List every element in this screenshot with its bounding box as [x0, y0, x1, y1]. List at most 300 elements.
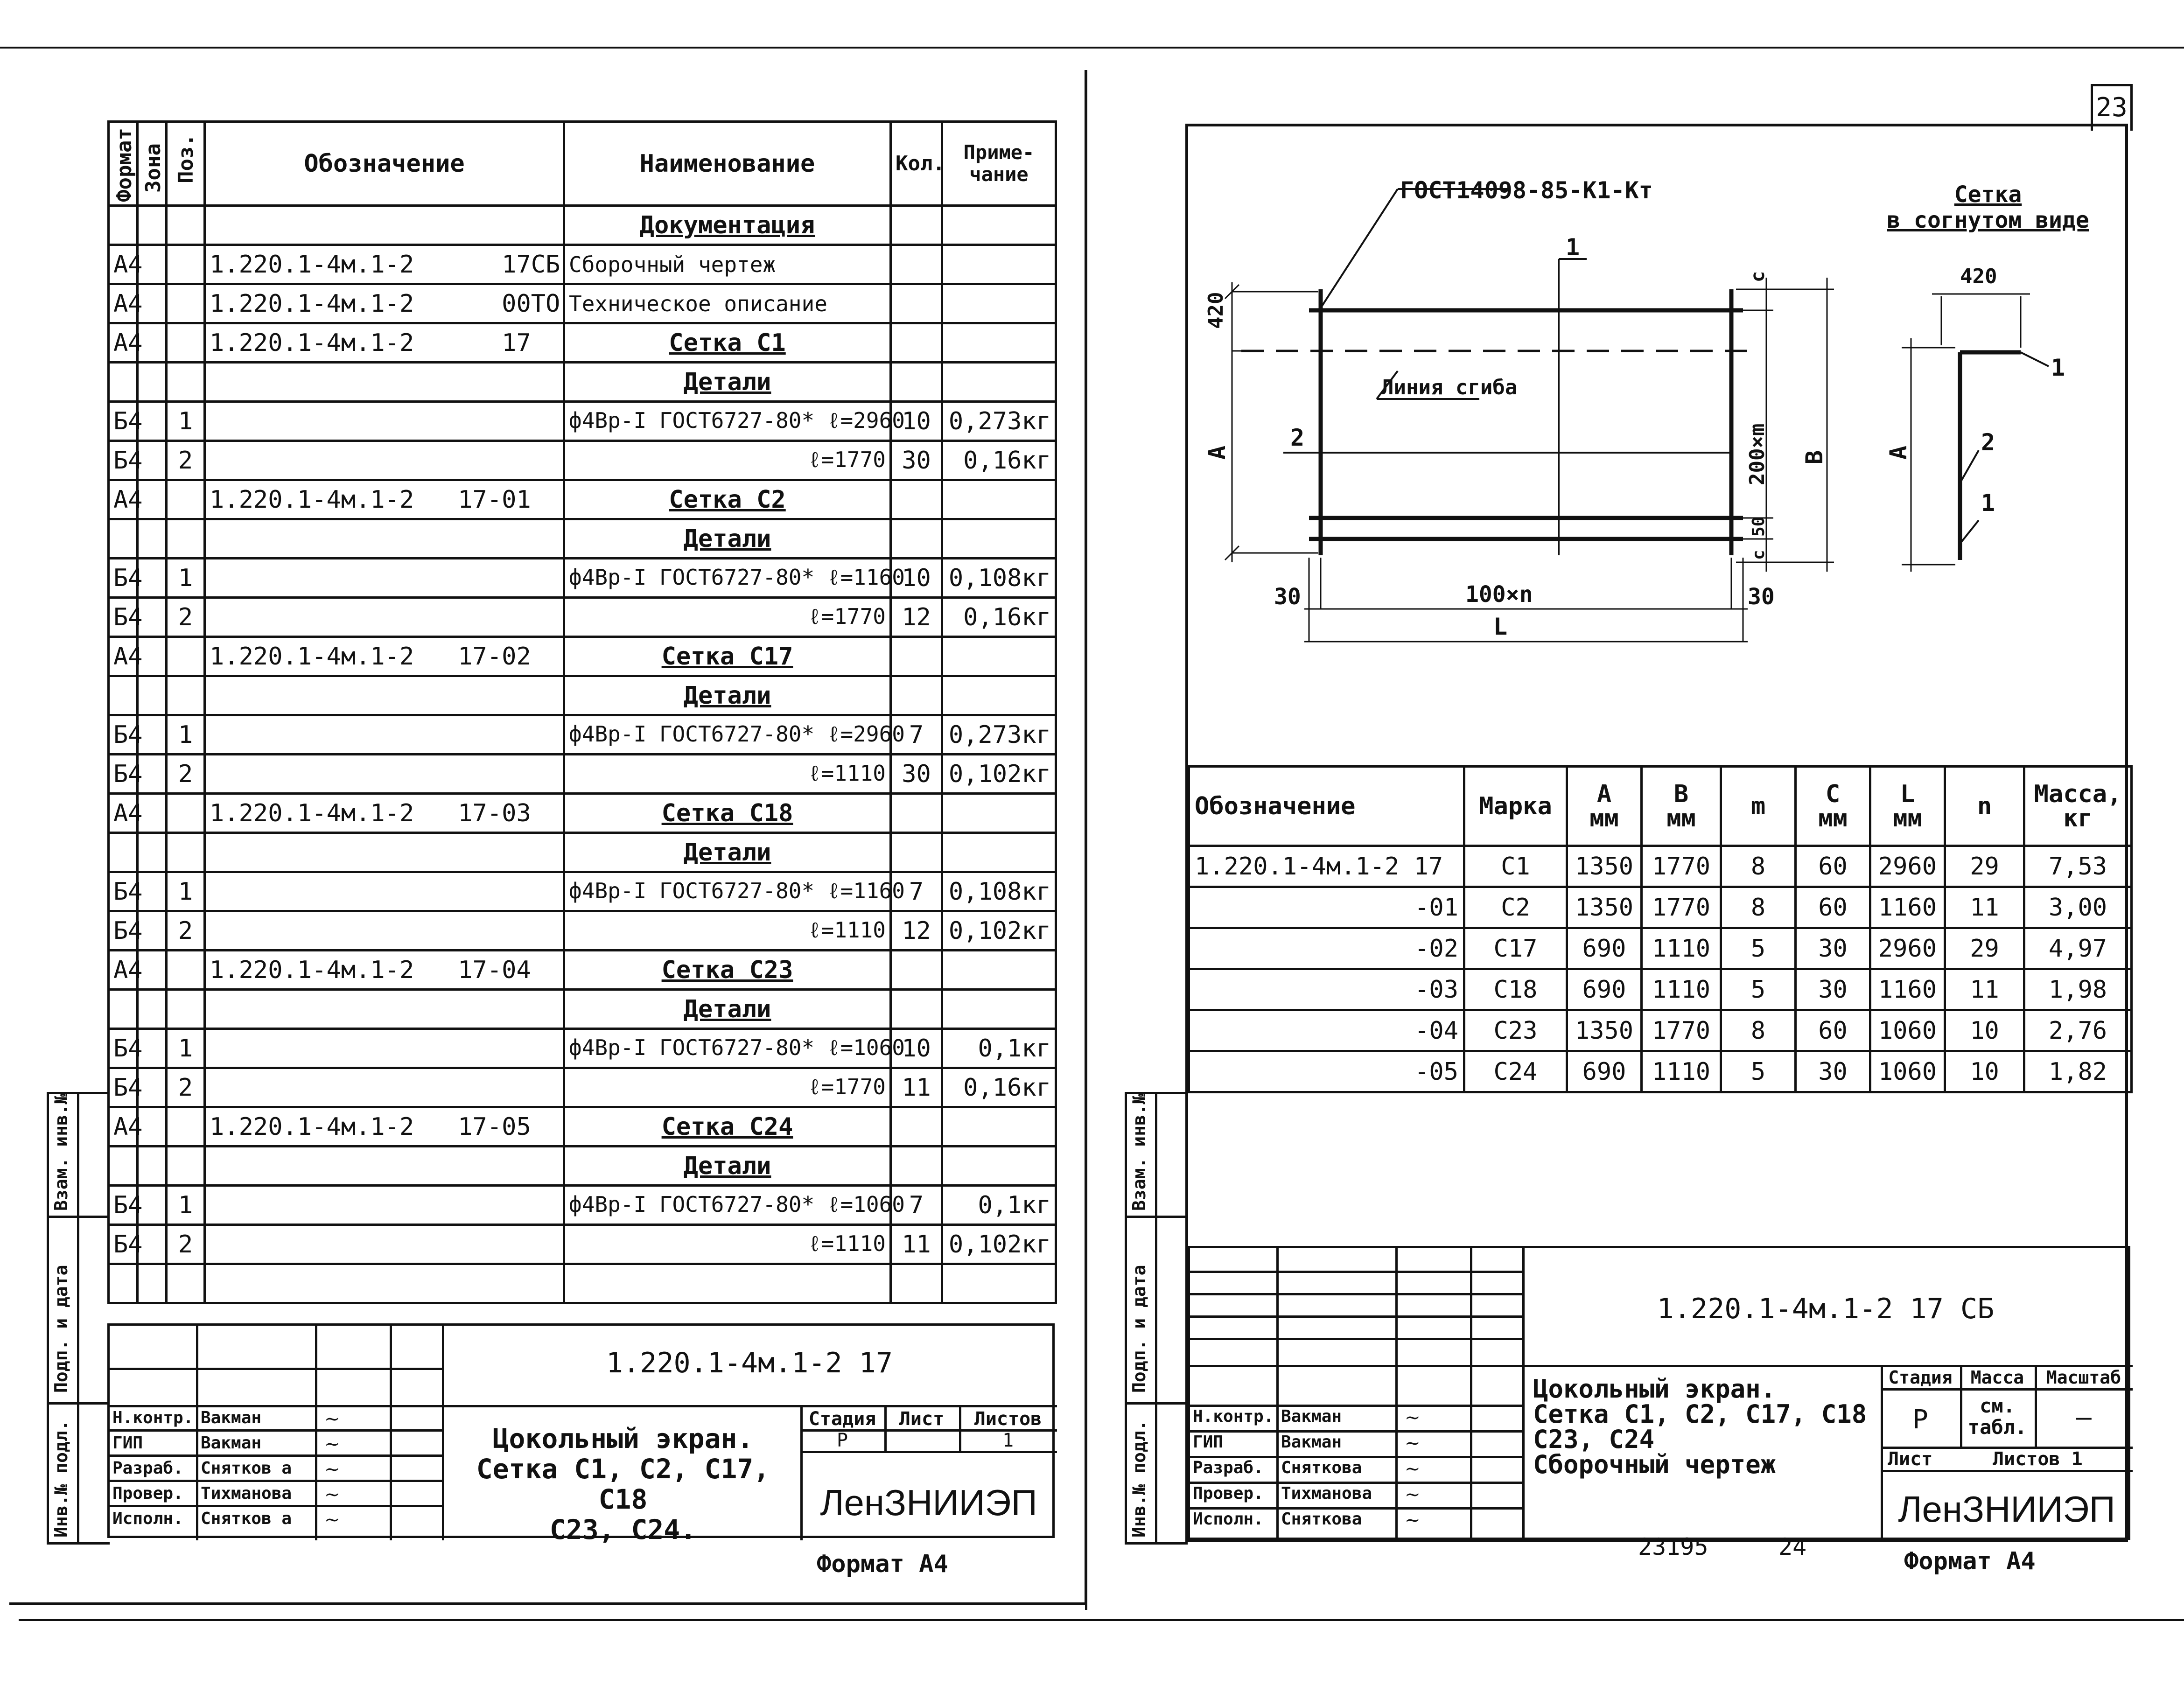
mass-cell: 30	[1796, 1051, 1870, 1092]
spec-oboznachenie-cell	[205, 1147, 564, 1186]
stamp-name: Сняткова	[1281, 1510, 1362, 1529]
spec-format-cell	[109, 990, 138, 1029]
side-stamp-podp-data: Подп. и дата	[51, 1265, 71, 1393]
mass-cell: 1060	[1870, 1010, 1945, 1051]
left-title-block	[107, 1323, 1055, 1545]
mass-cell: 5	[1721, 928, 1796, 969]
spec-primechanie-cell: 0,16кг	[942, 441, 1056, 480]
mass-cell: 1160	[1870, 887, 1945, 928]
mass-cell: С1	[1464, 846, 1567, 887]
mass-cell: 60	[1796, 1010, 1870, 1051]
spec-header-row	[109, 122, 1056, 206]
left-org-name: ЛенЗНИИЭП	[820, 1482, 1037, 1523]
spec-format-cell: Б4	[109, 1029, 138, 1068]
mass-cell: 30	[1796, 969, 1870, 1010]
stamp-signature: ~	[1405, 1484, 1421, 1505]
spec-oboznachenie-cell: 1.220.1-4м.1-2 17СБ	[205, 245, 564, 284]
spec-oboznachenie-cell	[205, 1068, 564, 1107]
spec-oboznachenie-cell: 1.220.1-4м.1-2 17	[205, 323, 564, 363]
left-listov-value: 1	[1002, 1430, 1014, 1451]
mass-header-cell: С мм	[1796, 767, 1870, 846]
right-org-name: ЛенЗНИИЭП	[1898, 1489, 2115, 1530]
spec-naimenovanie-cell: Сетка С17	[564, 637, 891, 676]
spec-poz-cell	[167, 637, 205, 676]
mass-cell: 1060	[1870, 1051, 1945, 1092]
spec-primechanie-cell: 0,273кг	[942, 715, 1056, 755]
spec-row	[109, 402, 1056, 441]
spec-body	[109, 206, 1056, 1264]
spec-naimenovanie-cell: Детали	[564, 833, 891, 872]
spec-poz-cell	[167, 951, 205, 990]
spec-row	[109, 206, 1056, 245]
mass-row	[1189, 846, 2132, 887]
mass-cell: 1770	[1642, 846, 1721, 887]
spec-poz-cell: 1	[167, 559, 205, 598]
spec-primechanie-cell	[942, 951, 1056, 990]
spec-row	[109, 990, 1056, 1029]
mass-cell: 1110	[1642, 928, 1721, 969]
mass-cell: -02	[1189, 928, 1464, 969]
right-side-vzam-inv: Взам. инв.№	[1129, 1093, 1149, 1211]
spec-primechanie-cell	[942, 676, 1056, 715]
spec-naimenovanie-cell: Сборочный чертеж	[564, 245, 891, 284]
spec-format-cell: Б4	[109, 715, 138, 755]
mass-cell: С23	[1464, 1010, 1567, 1051]
mass-cell: 5	[1721, 969, 1796, 1010]
stamp-name: Тихманова	[201, 1484, 292, 1503]
stamp-role: ГИП	[112, 1433, 143, 1453]
mass-header-cell: m	[1721, 767, 1796, 846]
spec-naimenovanie-cell: Сетка С18	[564, 794, 891, 833]
right-side-inv-podl: Инв.№ подл.	[1129, 1420, 1149, 1538]
mass-cell: 1.220.1-4м.1-2 17	[1189, 846, 1464, 887]
right-stamp-title: Цокольный экран. Сетка С1, С2, С17, С18 С23, С24 Сборочный чертеж	[1533, 1374, 1867, 1479]
spec-primechanie-cell	[942, 363, 1056, 402]
mass-header-row	[1189, 767, 2132, 846]
spec-poz-cell	[167, 245, 205, 284]
left-stadiya-label: Стадия	[808, 1408, 876, 1430]
spec-naimenovanie-cell: Детали	[564, 990, 891, 1029]
spec-poz-cell	[167, 519, 205, 559]
spec-oboznachenie-cell	[205, 1186, 564, 1225]
stamp-signature: ~	[324, 1433, 340, 1455]
spec-format-cell: Б4	[109, 1186, 138, 1225]
mass-cell: 690	[1567, 1051, 1642, 1092]
spec-primechanie-cell: 0,102кг	[942, 911, 1056, 951]
stamp-signature: ~	[324, 1408, 340, 1430]
spec-poz-cell: 1	[167, 1186, 205, 1225]
spec-kol-cell	[891, 1147, 942, 1186]
spec-kol-cell: 7	[891, 1186, 942, 1225]
spec-zona-cell	[138, 833, 167, 872]
left-side-stamp	[47, 1092, 110, 1545]
spec-kol-cell: 30	[891, 755, 942, 794]
spec-row	[109, 363, 1056, 402]
spec-row	[109, 519, 1056, 559]
spec-kol-cell: 11	[891, 1225, 942, 1264]
stamp-signature: ~	[1405, 1510, 1421, 1531]
spec-primechanie-cell	[942, 284, 1056, 323]
bottom-border-line	[19, 1619, 2184, 1621]
mass-header-cell: Марка	[1464, 767, 1567, 846]
mass-body	[1189, 846, 2132, 1092]
right-masshtab-label: Масштаб	[2046, 1367, 2121, 1388]
right-massa-value: см. табл.	[1967, 1394, 2027, 1439]
left-listov-label: Листов	[974, 1408, 1042, 1430]
header-poz: Поз.	[167, 122, 205, 206]
spec-poz-cell	[167, 363, 205, 402]
spec-kol-cell	[891, 833, 942, 872]
spec-kol-cell: 7	[891, 872, 942, 911]
mass-table	[1188, 765, 2133, 1093]
mass-cell: 1350	[1567, 1010, 1642, 1051]
sheet-divider	[1085, 70, 1087, 1610]
right-stamp-code: 1.220.1-4м.1-2 17 СБ	[1657, 1293, 1995, 1325]
spec-row	[109, 1029, 1056, 1068]
bottom-numbers: 23195 24	[1638, 1533, 1807, 1560]
spec-kol-cell: 10	[891, 402, 942, 441]
spec-oboznachenie-cell	[205, 519, 564, 559]
spec-naimenovanie-cell: ф4Вр-I ГОСТ6727-80* ℓ=1060	[564, 1186, 891, 1225]
mass-cell: 29	[1945, 846, 2024, 887]
stamp-name: Вакман	[201, 1433, 262, 1453]
right-title-block	[1188, 1246, 2130, 1540]
spec-primechanie-cell: 0,16кг	[942, 598, 1056, 637]
spec-naimenovanie-cell: Детали	[564, 519, 891, 559]
dim-420-bent: 420	[1960, 265, 1997, 288]
spec-row	[109, 1107, 1056, 1147]
spec-format-cell	[109, 1147, 138, 1186]
spec-oboznachenie-cell	[205, 402, 564, 441]
mass-cell: 30	[1796, 928, 1870, 969]
spec-row	[109, 1225, 1056, 1264]
spec-format-cell: А4	[109, 637, 138, 676]
spec-poz-cell: 1	[167, 402, 205, 441]
spec-format-cell: Б4	[109, 402, 138, 441]
dim-b-label: В	[1801, 450, 1828, 464]
stamp-role: Провер.	[1193, 1484, 1264, 1503]
header-format: Формат	[109, 122, 138, 206]
spec-row	[109, 755, 1056, 794]
spec-format-cell	[109, 833, 138, 872]
mass-cell: 11	[1945, 969, 2024, 1010]
spec-primechanie-cell	[942, 990, 1056, 1029]
mass-cell: 1770	[1642, 1010, 1721, 1051]
mass-row	[1189, 928, 2132, 969]
spec-kol-cell: 10	[891, 559, 942, 598]
spec-row	[109, 598, 1056, 637]
stamp-signature: ~	[1405, 1458, 1421, 1480]
stamp-signature: ~	[1405, 1407, 1421, 1428]
spec-zona-cell	[138, 676, 167, 715]
spec-naimenovanie-cell: ф4Вр-I ГОСТ6727-80* ℓ=2960	[564, 402, 891, 441]
pos-1-top-label: 1	[1566, 234, 1580, 261]
spec-kol-cell	[891, 676, 942, 715]
mass-cell: С17	[1464, 928, 1567, 969]
spec-format-cell: А4	[109, 1107, 138, 1147]
stamp-signature: ~	[1405, 1433, 1421, 1454]
spec-zona-cell	[138, 1147, 167, 1186]
spec-naimenovanie-cell: ф4Вр-I ГОСТ6727-80* ℓ=1160	[564, 559, 891, 598]
mass-cell: 2960	[1870, 846, 1945, 887]
stamp-role: Исполн.	[112, 1509, 183, 1528]
stamp-role: ГИП	[1193, 1433, 1224, 1452]
header-naimenovanie: Наименование	[564, 122, 891, 206]
left-format-label: Формат А4	[817, 1550, 948, 1578]
spec-row	[109, 794, 1056, 833]
stamp-role: Н.контр.	[1193, 1407, 1274, 1426]
spec-primechanie-cell	[942, 519, 1056, 559]
spec-primechanie-cell: 0,102кг	[942, 755, 1056, 794]
spec-poz-cell: 2	[167, 441, 205, 480]
right-stadiya-value: Р	[1912, 1405, 1928, 1435]
mass-cell: 1,82	[2024, 1051, 2132, 1092]
specification-table	[107, 120, 1057, 1304]
spec-naimenovanie-cell: ф4Вр-I ГОСТ6727-80* ℓ=1060	[564, 1029, 891, 1068]
spec-format-cell: Б4	[109, 872, 138, 911]
spec-poz-cell	[167, 323, 205, 363]
spec-format-cell	[109, 519, 138, 559]
spec-primechanie-cell	[942, 794, 1056, 833]
spec-zona-cell	[138, 206, 167, 245]
mass-cell: -04	[1189, 1010, 1464, 1051]
mass-header-cell: Обозначение	[1189, 767, 1464, 846]
spec-naimenovanie-cell: ℓ=1110	[564, 911, 891, 951]
spec-kol-cell: 12	[891, 598, 942, 637]
spec-format-cell: Б4	[109, 598, 138, 637]
right-masshtab-value: —	[2076, 1402, 2092, 1433]
spec-kol-cell	[891, 1107, 942, 1147]
spec-row	[109, 1147, 1056, 1186]
dim-a-label: А	[1204, 445, 1231, 460]
spec-poz-cell: 1	[167, 872, 205, 911]
spec-poz-cell: 2	[167, 1225, 205, 1264]
dim-100xn: 100×n	[1465, 581, 1533, 608]
right-stadiya-label: Стадия	[1888, 1367, 1953, 1388]
spec-row	[109, 833, 1056, 872]
mass-cell: 2,76	[2024, 1010, 2132, 1051]
stamp-name: Вакман	[201, 1408, 262, 1427]
spec-kol-cell	[891, 480, 942, 519]
right-list-label: Лист	[1888, 1448, 1933, 1470]
mass-cell: 1770	[1642, 887, 1721, 928]
spec-poz-cell	[167, 284, 205, 323]
dim-420-left: 420	[1204, 292, 1228, 329]
mass-header-cell: L мм	[1870, 767, 1945, 846]
stamp-role: Исполн.	[1193, 1510, 1264, 1529]
mass-cell: 690	[1567, 969, 1642, 1010]
mass-row	[1189, 969, 2132, 1010]
pos-2-label: 2	[1290, 424, 1305, 451]
mass-row	[1189, 887, 2132, 928]
mass-header-cell: Масса, кг	[2024, 767, 2132, 846]
mass-header-cell: n	[1945, 767, 2024, 846]
dim-c-top: с	[1747, 271, 1769, 282]
header-zona: Зона	[138, 122, 167, 206]
spec-format-cell: А4	[109, 480, 138, 519]
mass-row	[1189, 1010, 2132, 1051]
spec-oboznachenie-cell	[205, 363, 564, 402]
spec-primechanie-cell	[942, 637, 1056, 676]
mass-cell: 8	[1721, 887, 1796, 928]
right-side-stamp	[1125, 1092, 1188, 1545]
spec-naimenovanie-cell: ℓ=1770	[564, 598, 891, 637]
spec-row	[109, 284, 1056, 323]
spec-kol-cell	[891, 794, 942, 833]
stamp-signature: ~	[324, 1484, 340, 1505]
spec-poz-cell	[167, 794, 205, 833]
left-list-label: Лист	[899, 1408, 945, 1430]
side-stamp-vzam-inv: Взам. инв.№	[51, 1093, 71, 1211]
spec-naimenovanie-cell: Детали	[564, 676, 891, 715]
spec-oboznachenie-cell: 1.220.1-4м.1-2 00ТО	[205, 284, 564, 323]
spec-naimenovanie-cell: Сетка С1	[564, 323, 891, 363]
mass-cell: 1110	[1642, 1051, 1721, 1092]
mass-cell: 10	[1945, 1010, 2024, 1051]
mass-cell: 8	[1721, 1010, 1796, 1051]
right-massa-label: Масса	[1970, 1367, 2024, 1388]
stamp-name: Вакман	[1281, 1433, 1342, 1452]
left-stadiya-value: Р	[836, 1430, 848, 1451]
mass-cell: С24	[1464, 1051, 1567, 1092]
spec-naimenovanie-cell: Сетка С2	[564, 480, 891, 519]
mass-cell: -01	[1189, 887, 1464, 928]
spec-row	[109, 911, 1056, 951]
header-kol: Кол.	[891, 122, 942, 206]
spec-kol-cell: 30	[891, 441, 942, 480]
spec-primechanie-cell: 0,1кг	[942, 1029, 1056, 1068]
spec-format-cell: Б4	[109, 559, 138, 598]
stamp-role: Разраб.	[1193, 1458, 1264, 1477]
spec-kol-cell	[891, 323, 942, 363]
spec-oboznachenie-cell	[205, 833, 564, 872]
spec-row	[109, 715, 1056, 755]
spec-oboznachenie-cell: 1.220.1-4м.1-2 17-03	[205, 794, 564, 833]
spec-format-cell: А4	[109, 794, 138, 833]
stamp-role: Провер.	[112, 1484, 183, 1503]
spec-oboznachenie-cell	[205, 676, 564, 715]
spec-row	[109, 441, 1056, 480]
mass-cell: 1,98	[2024, 969, 2132, 1010]
mass-cell: 5	[1721, 1051, 1796, 1092]
header-primechanie: Приме- чание	[942, 122, 1056, 206]
spec-format-cell: Б4	[109, 755, 138, 794]
spec-naimenovanie-cell: Сетка С23	[564, 951, 891, 990]
spec-primechanie-cell: 0,16кг	[942, 1068, 1056, 1107]
bend-line-label: Линия сгиба	[1381, 376, 1518, 399]
spec-primechanie-cell	[942, 833, 1056, 872]
spec-kol-cell	[891, 519, 942, 559]
spec-poz-cell: 2	[167, 755, 205, 794]
spec-primechanie-cell	[942, 480, 1056, 519]
spec-format-cell: А4	[109, 323, 138, 363]
spec-zona-cell	[138, 990, 167, 1029]
spec-naimenovanie-cell: Документация	[564, 206, 891, 245]
bent-pos-1b-label: 1	[1981, 489, 1995, 517]
mass-cell: 8	[1721, 846, 1796, 887]
right-format-label: Формат А4	[1904, 1547, 2036, 1575]
stamp-signature: ~	[324, 1509, 340, 1531]
stamp-name: Сняткова	[1281, 1458, 1362, 1477]
spec-row	[109, 559, 1056, 598]
stamp-name: Снятков а	[201, 1459, 292, 1478]
spec-oboznachenie-cell	[205, 755, 564, 794]
spec-naimenovanie-cell: ℓ=1770	[564, 1068, 891, 1107]
spec-poz-cell: 2	[167, 911, 205, 951]
spec-row	[109, 872, 1056, 911]
mass-cell: 7,53	[2024, 846, 2132, 887]
spec-format-cell: Б4	[109, 911, 138, 951]
mass-cell: -05	[1189, 1051, 1464, 1092]
spec-poz-cell: 2	[167, 598, 205, 637]
spec-kol-cell	[891, 284, 942, 323]
spec-format-cell: Б4	[109, 441, 138, 480]
dim-30-right: 30	[1748, 584, 1775, 610]
right-listov-label: Листов 1	[1993, 1448, 2083, 1470]
spec-kol-cell	[891, 990, 942, 1029]
spec-poz-cell	[167, 833, 205, 872]
spec-format-cell: А4	[109, 951, 138, 990]
mass-header-cell: А мм	[1567, 767, 1642, 846]
spec-primechanie-cell	[942, 323, 1056, 363]
mass-cell: 60	[1796, 846, 1870, 887]
mass-cell: 690	[1567, 928, 1642, 969]
spec-poz-cell	[167, 990, 205, 1029]
spec-primechanie-cell: 0,108кг	[942, 559, 1056, 598]
spec-naimenovanie-cell: Детали	[564, 1147, 891, 1186]
bent-view-title: Сетка в согнутом виде	[1887, 182, 2089, 234]
stamp-name: Тихманова	[1281, 1484, 1372, 1503]
gost-callout: ГОСТ14098-85-К1-Кт	[1400, 177, 1653, 204]
spec-oboznachenie-cell	[205, 990, 564, 1029]
spec-naimenovanie-cell: ф4Вр-I ГОСТ6727-80* ℓ=2960	[564, 715, 891, 755]
spec-kol-cell	[891, 951, 942, 990]
spec-oboznachenie-cell: 1.220.1-4м.1-2 17-01	[205, 480, 564, 519]
spec-row	[109, 1186, 1056, 1225]
spec-poz-cell	[167, 1147, 205, 1186]
dim-50: 50	[1749, 516, 1768, 537]
right-side-podp-data: Подп. и дата	[1129, 1265, 1149, 1393]
spec-row	[109, 1068, 1056, 1107]
spec-kol-cell: 11	[891, 1068, 942, 1107]
left-stamp-code: 1.220.1-4м.1-2 17	[606, 1347, 893, 1379]
spec-poz-cell	[167, 480, 205, 519]
mass-cell: 11	[1945, 887, 2024, 928]
spec-poz-cell	[167, 206, 205, 245]
page-number: 23	[2096, 92, 2128, 123]
spec-primechanie-cell	[942, 245, 1056, 284]
spec-oboznachenie-cell	[205, 911, 564, 951]
mass-cell: 1110	[1642, 969, 1721, 1010]
stamp-role: Н.контр.	[112, 1408, 194, 1427]
spec-poz-cell	[167, 1107, 205, 1147]
spec-oboznachenie-cell	[205, 715, 564, 755]
spec-oboznachenie-cell	[205, 441, 564, 480]
spec-format-cell: Б4	[109, 1225, 138, 1264]
mass-cell: С2	[1464, 887, 1567, 928]
side-stamp-inv-podl: Инв.№ подл.	[51, 1420, 71, 1538]
stamp-signature: ~	[324, 1459, 340, 1480]
spec-primechanie-cell: 0,108кг	[942, 872, 1056, 911]
mass-cell: С18	[1464, 969, 1567, 1010]
spec-format-cell: Б4	[109, 1068, 138, 1107]
spec-naimenovanie-cell: ℓ=1110	[564, 755, 891, 794]
dim-30-left: 30	[1274, 584, 1301, 610]
mass-header-cell: В мм	[1642, 767, 1721, 846]
stamp-name: Вакман	[1281, 1407, 1342, 1426]
spec-format-cell: А4	[109, 284, 138, 323]
stamp-role: Разраб.	[112, 1459, 183, 1478]
